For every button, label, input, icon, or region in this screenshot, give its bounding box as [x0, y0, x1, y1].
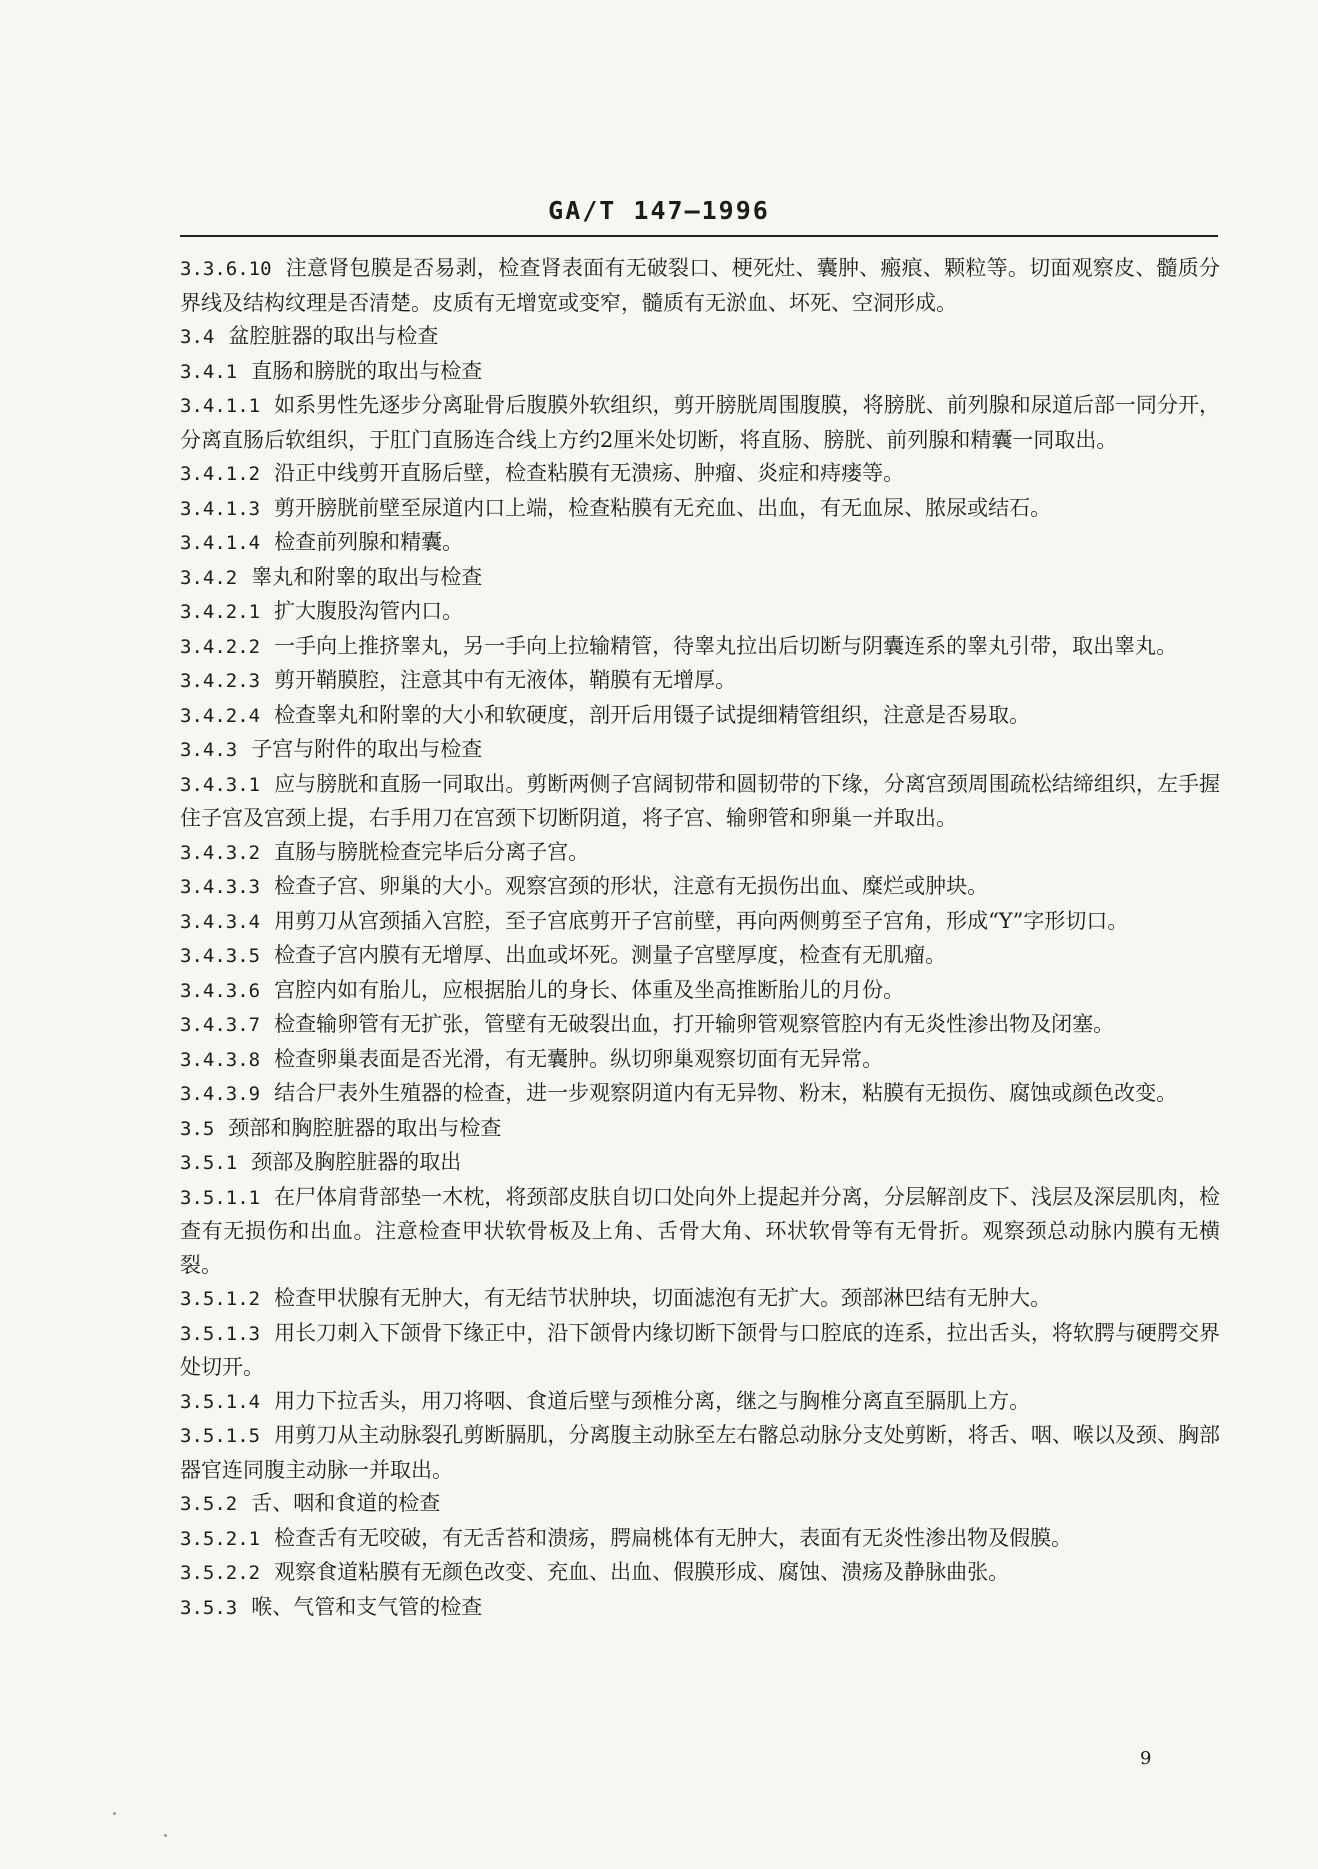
scan-speck: [164, 1834, 167, 1837]
clause-text: 用长刀刺入下颌骨下缘正中，沿下颌骨内缘切断下颌骨与口腔底的连系，拉出舌头，将软腭与硬腭交界处切开。: [180, 1320, 1220, 1379]
clause-number: 3.5.1.5: [180, 1425, 261, 1447]
clause-number: 3.5.1.2: [180, 1288, 261, 1310]
clause-paragraph: [180, 355, 1220, 390]
clause-paragraph: [180, 870, 1220, 905]
clause-paragraph: [180, 768, 1220, 836]
clause-paragraph: [180, 252, 1220, 320]
clause-number: 3.5: [180, 1117, 215, 1140]
clause-paragraph: [180, 1591, 1220, 1626]
clause-paragraph: [180, 1112, 1220, 1147]
clause-paragraph: [180, 1522, 1220, 1557]
clause-text: 颈部及胸腔脏器的取出: [251, 1150, 462, 1174]
clause-number: 3.3.6.10: [180, 258, 272, 280]
clause-number: 3.4.2: [180, 566, 238, 589]
clause-number: 3.4.1.2: [180, 463, 261, 485]
clause-number: 3.4.3.5: [180, 945, 261, 967]
clause-paragraph: [180, 595, 1220, 630]
clause-text: 一手向上推挤睾丸，另一手向上拉输精管，待睾丸拉出后切断与阴囊连系的睾丸引带，取出睾丸。: [274, 633, 1178, 658]
page-number: 9: [1140, 1748, 1152, 1769]
clause-number: 3.5.2.2: [180, 1562, 261, 1584]
clause-text: 用剪刀从主动脉裂孔剪断膈肌，分离腹主动脉至左右髂总动脉分支处剪断，将舌、咽、喉以及颈、胸部器官连同腹主动脉一并取出。: [180, 1423, 1220, 1482]
clause-paragraph: [180, 1282, 1220, 1317]
clause-paragraph: [180, 836, 1220, 871]
clause-text: 检查前列腺和精囊。: [274, 530, 464, 554]
standard-header: GA/T 147—1996: [548, 196, 770, 225]
clause-paragraph: [180, 1487, 1220, 1522]
clause-text: 检查子宫、卵巢的大小。观察宫颈的形状，注意有无损伤出血、糜烂或肿块。: [274, 874, 989, 898]
clause-number: 3.5.1.3: [180, 1322, 261, 1345]
clause-text: 喉、气管和支气管的检查: [251, 1594, 483, 1619]
clause-text: 如系男性先逐步分离耻骨后腹膜外软组织，剪开膀胱周围腹膜，将膀胱、前列腺和尿道后部一同分开，分离直肠后软组织，于肛门直肠连合线上方约2厘米处切断，将直肠、膀胱、前列腺和精囊一同取出。: [180, 393, 1220, 452]
clause-paragraph: [180, 1419, 1220, 1487]
clause-number: 3.4.2.4: [180, 704, 261, 727]
clause-text: 检查子宫内膜有无增厚、出血或坏死。测量子宫壁厚度，检查有无肌瘤。: [274, 943, 947, 967]
clause-text: 检查输卵管有无扩张，管壁有无破裂出血，打开输卵管观察管腔内有无炎性渗出物及闭塞。: [274, 1012, 1115, 1036]
clause-text: 子宫与附件的取出与检查: [251, 737, 483, 761]
clause-text: 检查卵巢表面是否光滑，有无囊肿。纵切卵巢观察切面有无异常。: [274, 1046, 884, 1071]
clause-text: 注意肾包膜是否易剥，检查肾表面有无破裂口、梗死灶、囊肿、瘢痕、颗粒等。切面观察皮、髓质分界线及结构纹理是否清楚。皮质有无增宽或变窄，髓质有无淤血、坏死、空洞形成。: [180, 256, 1220, 315]
clause-text: 宫腔内如有胎儿，应根据胎儿的身长、体重及坐高推断胎儿的月份。: [274, 977, 905, 1002]
clause-number: 3.5.2: [180, 1493, 238, 1515]
body-text: [180, 252, 1220, 1625]
clause-paragraph: [180, 1146, 1220, 1181]
clause-number: 3.4.3: [180, 739, 238, 761]
clause-paragraph: [180, 630, 1220, 665]
clause-number: 3.4.3.7: [180, 1014, 261, 1036]
clause-text: 检查睾丸和附睾的大小和软硬度，剖开后用镊子试提细精管组织，注意是否易取。: [274, 702, 1031, 727]
clause-paragraph: [180, 699, 1220, 734]
clause-paragraph: [180, 905, 1220, 940]
clause-paragraph: [180, 1043, 1220, 1078]
clause-text: 在尸体肩背部垫一木枕，将颈部皮肤自切口处向外上提起并分离，分层解剖皮下、浅层及深层肌肉，检查有无损伤和出血。注意检查甲状软骨板及上角、舌骨大角、环状软骨等有无骨折。观察颈总动脉内膜有无横裂。: [180, 1184, 1220, 1277]
clause-paragraph: [180, 457, 1220, 492]
clause-number: 3.4.1.4: [180, 532, 261, 554]
clause-number: 3.5.1.4: [180, 1390, 261, 1413]
clause-number: 3.4: [180, 326, 215, 348]
clause-text: 用力下拉舌头，用刀将咽、食道后壁与颈椎分离，继之与胸椎分离直至膈肌上方。: [274, 1388, 1031, 1413]
clause-text: 观察食道粘膜有无颜色改变、充血、出血、假膜形成、腐蚀、溃疡及静脉曲张。: [274, 1560, 1010, 1584]
clause-text: 检查舌有无咬破，有无舌苔和溃疡，腭扁桃体有无肿大，表面有无炎性渗出物及假膜。: [274, 1525, 1073, 1550]
clause-paragraph: [180, 1385, 1220, 1420]
clause-text: 扩大腹股沟管内口。: [274, 599, 464, 623]
clause-paragraph: [180, 320, 1220, 355]
clause-number: 3.5.1: [180, 1152, 238, 1174]
header-rule: [180, 235, 1218, 237]
clause-paragraph: [180, 526, 1220, 561]
clause-text: 舌、咽和食道的检查: [251, 1491, 441, 1515]
clause-number: 3.4.1: [180, 360, 238, 383]
clause-paragraph: [180, 1008, 1220, 1043]
clause-text: 颈部和胸腔脏器的取出与检查: [228, 1115, 502, 1140]
clause-paragraph: [180, 1077, 1220, 1112]
clause-paragraph: [180, 974, 1220, 1009]
clause-paragraph: [180, 561, 1220, 596]
clause-number: 3.4.1.1: [180, 395, 261, 417]
clause-number: 3.4.3.1: [180, 773, 261, 796]
clause-text: 沿正中线剪开直肠后壁，检查粘膜有无溃疡、肿瘤、炎症和痔瘘等。: [274, 461, 905, 485]
clause-text: 直肠与膀胱检查完毕后分离子宫。: [274, 839, 590, 864]
clause-text: 用剪刀从宫颈插入宫腔，至子宫底剪开子宫前壁，再向两侧剪至子宫角，形成“Y”字形切口。: [274, 908, 1129, 933]
clause-number: 3.4.1.3: [180, 497, 261, 520]
clause-text: 剪开膀胱前壁至尿道内口上端，检查粘膜有无充血、出血，有无血尿、脓尿或结石。: [274, 495, 1052, 520]
clause-text: 检查甲状腺有无肿大，有无结节状肿块，切面滤泡有无扩大。颈部淋巴结有无肿大。: [274, 1286, 1052, 1310]
scan-speck: [113, 1812, 116, 1815]
clause-number: 3.5.1.1: [180, 1186, 261, 1209]
clause-number: 3.4.3.3: [180, 876, 261, 898]
clause-number: 3.4.3.9: [180, 1083, 261, 1105]
clause-text: 应与膀胱和直肠一同取出。剪断两侧子宫阔韧带和圆韧带的下缘，分离宫颈周围疏松结缔组织，左手握住子宫及宫颈上提，右手用刀在宫颈下切断阴道，将子宫、输卵管和卵巢一并取出。: [180, 771, 1220, 830]
clause-text: 结合尸表外生殖器的检查，进一步观察阴道内有无异物、粉末，粘膜有无损伤、腐蚀或颜色改变。: [274, 1081, 1178, 1105]
clause-number: 3.5.2.1: [180, 1527, 261, 1550]
clause-paragraph: [180, 733, 1220, 768]
clause-paragraph: [180, 939, 1220, 974]
clause-text: 剪开鞘膜腔，注意其中有无液体，鞘膜有无增厚。: [274, 668, 737, 692]
clause-number: 3.4.2.1: [180, 601, 261, 623]
clause-paragraph: [180, 389, 1220, 457]
clause-number: 3.4.3.6: [180, 979, 261, 1002]
clause-number: 3.4.3.2: [180, 841, 261, 864]
clause-paragraph: [180, 1181, 1220, 1283]
clause-text: 盆腔脏器的取出与检查: [228, 324, 439, 348]
clause-number: 3.4.3.8: [180, 1048, 261, 1071]
clause-number: 3.5.3: [180, 1596, 238, 1619]
clause-number: 3.4.3.4: [180, 910, 261, 933]
clause-paragraph: [180, 1556, 1220, 1591]
clause-number: 3.4.2.3: [180, 670, 261, 692]
clause-text: 睾丸和附睾的取出与检查: [251, 564, 483, 589]
clause-text: 直肠和膀胱的取出与检查: [251, 358, 483, 383]
clause-paragraph: [180, 492, 1220, 527]
clause-number: 3.4.2.2: [180, 635, 261, 658]
clause-paragraph: [180, 1317, 1220, 1385]
clause-paragraph: [180, 664, 1220, 699]
